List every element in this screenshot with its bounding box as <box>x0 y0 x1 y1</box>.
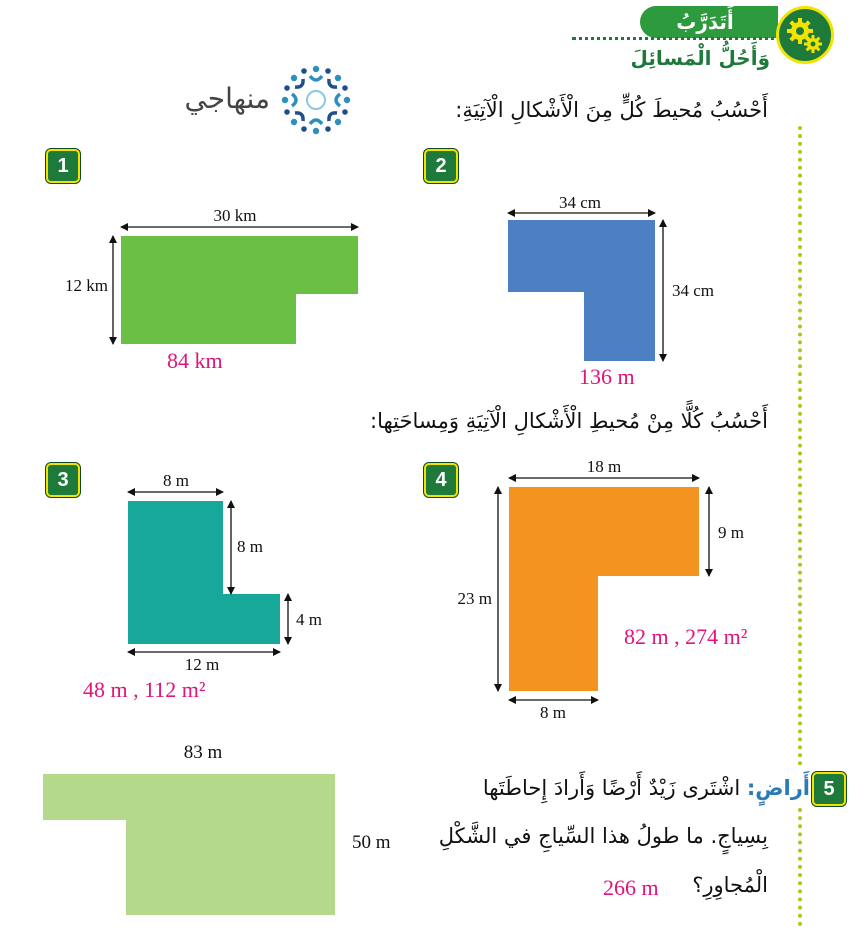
problem-5-line-1 <box>420 776 810 800</box>
problem-3-right-label: 4 m <box>296 610 322 629</box>
problem-3-bottom-label: 12 m <box>184 655 220 674</box>
problem-3-inner-label: 8 m <box>237 537 263 556</box>
problem-4-top-label: 18 m <box>586 457 622 476</box>
problem-2-top-label: 34 cm <box>558 193 602 212</box>
section-1-instruction: أَحْسُبُ مُحيطَ كُلٍّ مِنَ الْأَشْكالِ الْآتِيَةِ: <box>455 98 768 122</box>
problem-3-answer: 48 m , 112 m² <box>83 677 206 702</box>
problem-5-badge: 5 <box>812 772 846 806</box>
problem-2-shape <box>508 220 655 361</box>
problem-4-left-label: 23 m <box>457 589 492 608</box>
problem-3-shape <box>128 501 280 644</box>
problem-5-line-2: بِسِياجٍ. ما طولُ هذا السِّياجِ في الشَّكْلِ <box>438 824 768 848</box>
problem-4-shape <box>509 487 699 691</box>
problem-4-answer: 82 m , 274 m² <box>624 624 748 649</box>
problem-2-answer: 136 m <box>579 364 635 389</box>
problem-3-badge: 3 <box>46 463 80 497</box>
problem-1-left-label: 12 km <box>65 276 108 295</box>
problem-5-shape <box>43 774 335 915</box>
problem-4-bottom-label: 8 m <box>540 703 566 722</box>
problem-5-top-label: 83 m <box>183 742 223 763</box>
practice-title: أَتَدَرَّبُ <box>676 10 734 34</box>
section-2-instruction: أَحْسُبُ كُلًّا مِنْ مُحيطِ الْأَشْكالِ الْآتِيَةِ وَمِساحَتِها: <box>370 409 768 433</box>
problem-5-line-3: الْمُجاوِرِ؟ <box>692 873 768 897</box>
problem-1-top-label: 30 km <box>213 206 257 225</box>
problem-4-right-label: 9 m <box>718 523 744 542</box>
practice-subtitle: وَأَحُلُّ الْمَسائِلَ <box>630 46 770 70</box>
brand-name: منهاجي <box>184 82 270 115</box>
problem-5-answer: 266 m <box>603 875 659 900</box>
problem-3-top-label: 8 m <box>163 471 189 490</box>
problem-5-heading: أَراضٍ: <box>746 776 810 800</box>
problem-1-badge: 1 <box>46 149 80 183</box>
problem-4-badge: 4 <box>424 463 458 497</box>
problem-2-right-label: 34 cm <box>672 281 715 300</box>
problem-5-right-label: 50 m <box>352 832 391 853</box>
problem-1-shape <box>121 236 358 344</box>
problem-1-answer: 84 km <box>167 348 223 373</box>
problem-2-badge: 2 <box>424 149 458 183</box>
problem-5-text-1: اشْتَرى زَيْدٌ أَرْضًا وَأَرادَ إِحاطَتَها <box>482 776 741 800</box>
